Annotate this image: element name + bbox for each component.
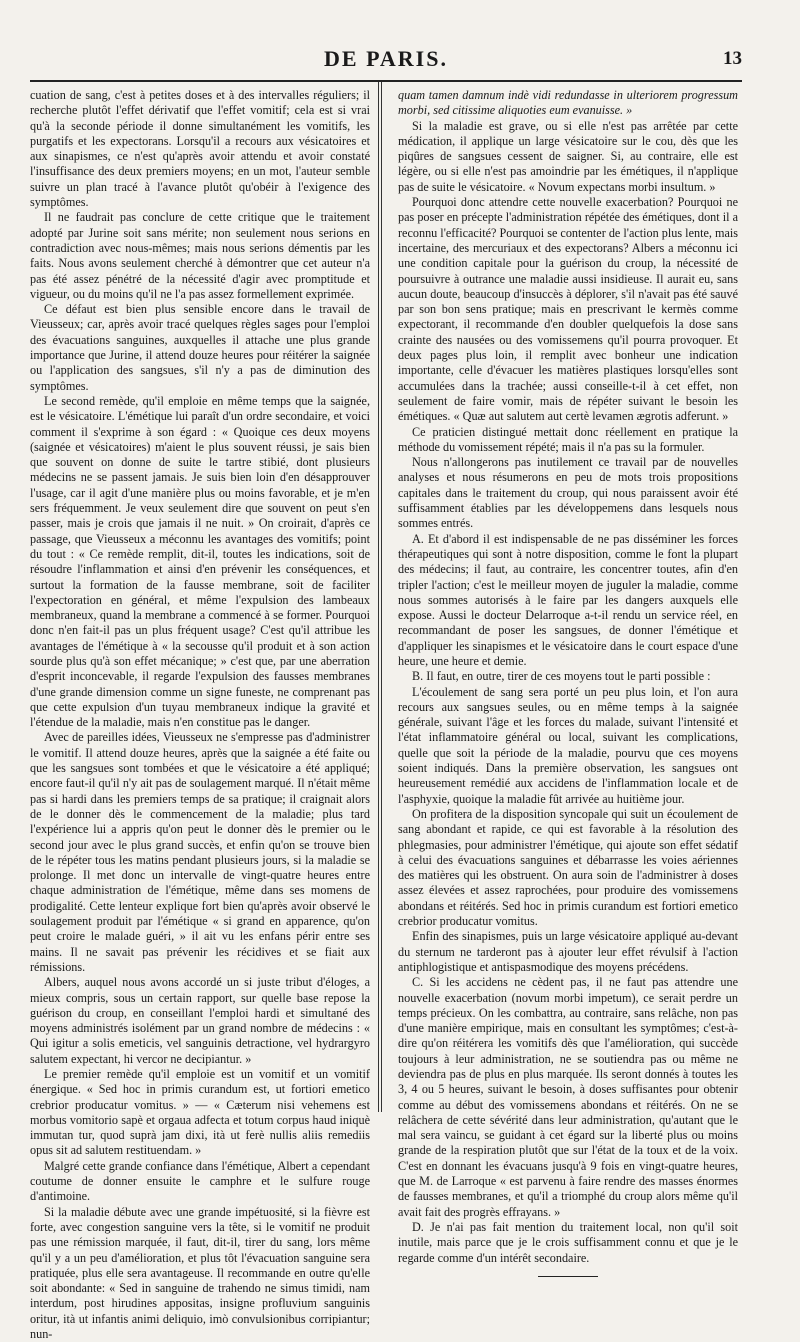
paragraph: Avec de pareilles idées, Vieusseux ne s'empresse pas d'administrer le vomitif. Il attend douze heures, après que la saignée a été faite ou que les sangsues sont tombées et que le vésicatoire a été appliqué; encore faut-il qu'il n'y ait pas de soulagement marqué. Il n'était même pas si hardi dans les premiers temps de sa pratique; il craignait alors de le donner dès le commencement de la maladie; plus tard l'expérience lui a appris qu'on peut le donner dès le premier ou le second jour avec le plus grand succès, et enfin qu'on se trouve bien de le répéter tous les matins pendant plusieurs jours, si la maladie se prolonge. Il met donc un intervalle de vingt-quatre heures entre chaque administration de l'émétique, même dans ses momens de prodigalité. Cette lenteur explique fort bien qu'après avoir observé le soulagement produit par l'émétique « si grand en apparence, qu'on peut croire le malade guéri, » il ait vu les enfans périr entre ses mains. Il ne savait pas prévenir les récidives et se fiait aux rémissions.: [30, 730, 370, 974]
paragraph: cuation de sang, c'est à petites doses et à des intervalles réguliers; il recherche plutôt l'effet dérivatif que l'effet vomitif; cela est si vrai qu'à la seconde période il donne simultanément les vomitifs, les purgatifs et les expectorans. Lorsqu'il a recours aux vésicatoires et aux sinapismes, ce n'est qu'après avoir attendu et avoir constaté l'insuffisance des deux premiers moyens; en un mot, l'auteur semble suivre un plan tracé à l'avance plutôt qu'obéir à l'exigence des symptômes.: [30, 88, 370, 210]
page-header: [30, 46, 742, 76]
paragraph: Le premier remède qu'il emploie est un vomitif et un vomitif énergique. « Sed hoc in primis curandum est, ut fortiori emetico crebrior producatur vomitus. » — « Cæterum nisi vehemens est morbus vomitorio sapè et orgaua adfecta et totum corpus haud iniquè immutan tur, quod suprà jam dixi, ità ut ferè nullis aliis remediis opus sit ad salutem restituendam. »: [30, 1067, 370, 1158]
right-column: [398, 88, 738, 1265]
header-rule: [30, 80, 742, 82]
paragraph: D. Je n'ai pas fait mention du traitement local, non qu'il soit inutile, mais parce que je le crois suffisamment connu et que je le regarde comme d'un intérêt secondaire.: [398, 1219, 738, 1265]
paragraph: C. Si les accidens ne cèdent pas, il ne faut pas attendre une nouvelle exacerbation (novum morbi impetum), ce serait perdre un temps précieux. On les combattra, au contraire, sans relâche, non pas d'une manière empirique, mais en consultant les symptômes; c'est-à-dire qu'on réitérera les vomitifs dès que l'amélioration, qui succède toujours à leur administration, ne se soutiendra pas ou même ne deviendra pas de plus en plus marquée. Ils seront donnés à toutes les 3, 4 ou 5 heures, suivant le besoin, à doses suffisantes pour obtenir comme au début des vomissemens abondans et réitérés. On ne se relâchera de cette sévérité dans leur administration, qu'autant que le mal sera vaincu, se guidant à cet égard sur la liberté plus ou moins grande de la respiration plutôt que sur l'état de la toux et de la voix. C'est en donnant les évacuans jusqu'à 9 fois en vingt-quatre heures, que M. de Larroque « est parvenu à faire rendre des masses énormes de fausses membranes, et qu'il a triomphé du croup alors même qu'il avait fait des progrès effrayans. »: [398, 975, 738, 1219]
paragraph: On profitera de la disposition syncopale qui suit un écoulement de sang abondant et rapide, ce qui est favorable à la résolution des phlegmasies, pour administrer l'émétique, qui ajoute son effet sédatif à celui des évacuations sanguines et débarrasse les voies aériennes des matières qui les obstruent. On aura soin de l'administrer à doses assez élevées et assez raprochées, pour produire des vomissemens abondans et réitérés. Sed hoc in primis curandum est fortiori emetico crebrior producatur vomitus.: [398, 806, 738, 929]
paragraph: Pourquoi donc attendre cette nouvelle exacerbation? Pourquoi ne pas poser en précepte l'administration répétée des émétiques, dont il a reconnu l'efficacité? Pourquoi se contenter de l'action plus lente, mais incertaine, des mercuriaux et des expectorans? Albers a méconnu ici une condition capitale pour la guérison du croup, la nécessité de poursuivre à outrance une maladie aussi insidieuse. Il aurait eu, sans aucun doute, beaucoup d'insuccès à déplorer, s'il n'avait pas été sauvé par son bon sens pratique; mais en prescrivant le kermès comme expectorant, il recommande d'en doubler quelquefois la dose sans crainte des nausées ou des vomissemens qu'il pourra provoquer. Et deux pages plus loin, il remplit avec bonheur une indication importante, celle d'évacuer les matières plastiques lorsqu'elles sont accumulées dans la trachée; aussi conseille-t-il à cet effet, non seulement de faire vomir, mais de répéter suivant le besoin les émétiques. « Quæ aut salutem aut certè levamen ægrotis adferunt. »: [398, 195, 738, 424]
paragraph: Le second remède, qu'il emploie en même temps que la saignée, est le vésicatoire. L'émétique lui paraît d'un ordre secondaire, et voici comment il s'exprime à son égard : « Quoique ces deux moyens (saignée et vésicatoires) m'aient le plus souvent réussi, je sais bien que souvent on donne de suite le tartre stibié, dont plusieurs médecins ne se passent jamais. Je suis bien loin d'en désapprouver l'usage, car il agit d'une manière plus ou moins favorable, et je m'en sers fréquemment. Je veux seulement dire que souvent on peut s'en passer, mais je crois que jamais il ne nuit. » On croirait, d'après ce passage, que Vieusseux a méconnu les avantages des vomitifs; point du tout : « Ce remède remplit, dit-il, toutes les indications, soit de résoudre l'inflammation et ainsi d'en prévenir les conséquences, et surtout la formation de la fausse membrane, soit de faciliter l'expectoration en général, et même l'expulsion des lambeaux membraneux, quand la membrane a commencé à se former. Pourquoi donc n'en fait-il pas un plus fréquent usage? C'est qu'il attribue les avantages de l'émétique à « la secousse qu'il produit et à son action sourde plus qu'à son effet mécanique; » c'est que, par une aberration d'esprit inconcevable, il regarde l'expulsion des fausses membranes d'une grande dimension comme un signe funeste, ne comprenant pas que cette expulsion d'un tuyau membraneux indique la gravité et l'étendue de la maladie, mais n'en constitue pas le danger.: [30, 393, 370, 730]
paragraph: Si la maladie débute avec une grande impétuosité, si la fièvre est forte, avec congestion sanguine vers la tête, si le vomitif ne produit pas une rémission marquée, il faut, dit-il, tirer du sang, lors même qu'il y a un peu d'amélioration, et plus tôt l'évacuation sanguine sera pratiquée, plus elle sera avantageuse. Il recommande en outre qu'elle soit abondante: « Sed in sanguine de trahendo ne simus timidi, nam interdum, post hirudines appositas, insigne profluvium sanguinis oritur, ità ut infantis animi deliquio, imò convulsionibus corripiantur; nun-: [30, 1204, 370, 1342]
end-rule: [538, 1276, 598, 1277]
paragraph: A. Et d'abord il est indispensable de ne pas disséminer les forces thérapeutiques qui sont à notre disposition, comme le font la plupart des médecins; il faut, au contraire, les concentrer toutes, afin d'en tripler l'action; c'est le meilleur moyen de juguler la maladie, comme nous sommes autorisés à le faire par les dangers auxquels elle expose. Aussi le docteur Delarroque a-t-il rendu un service réel, en recommandant de poser les sangsues, de donner l'émétique et d'appliquer les sinapismes et le vésicatoire dans le court espace d'une heure, une heure et demie.: [398, 531, 738, 668]
page-number: 13: [723, 48, 742, 69]
paragraph: L'écoulement de sang sera porté un peu plus loin, et l'on aura recours aux sangsues seules, ou en même temps à la saignée générale, suivant l'âge et les forces du malade, suivant l'intensité et l'état inflammatoire général ou local, suivant les complications, quelle que soit la période de la maladie, pourvu que ces moyens soient indiqués. Dans la première observation, les sangsues ont heureusement remédié aux accidens de l'inflammation locale et de l'asphyxie, quoique la maladie fût arrivée au huitième jour.: [398, 684, 738, 806]
paragraph: Il ne faudrait pas conclure de cette critique que le traitement adopté par Jurine soit sans mérite; non seulement nous serions en contradiction avec nous-mêmes; mais nous serions démentis par les faits. Nous avons seulement cherché à démontrer que cet auteur n'a pas été assez pénétré de la nécessité d'agir avec promptitude et vigueur, ou du moins qu'il ne l'a pas assez formellement exprimée.: [30, 210, 370, 301]
column-divider: [378, 82, 382, 1112]
running-title: DE PARIS.: [324, 46, 448, 71]
paragraph: quam tamen damnum indè vidi redundasse in ulteriorem progressum morbi, sed citissime aliquoties eum evanuisse. »: [398, 88, 738, 118]
paragraph: Ce praticien distingué mettait donc réellement en pratique la méthode du vomissement répété; mais il n'a pas su la formuler.: [398, 424, 738, 454]
paragraph: Albers, auquel nous avons accordé un si juste tribut d'éloges, a mieux compris, sous un certain rapport, sur quelle base repose la guérison du croup, en conseillant l'emploi hardi et simultané des moyens administrés isolément par un grand nombre de médecins : « Qui igitur a solis emeticis, vel sanguinis detractione, vel hydrargyro salutem expectant, hi vercor ne decipiantur. »: [30, 975, 370, 1066]
paragraph: B. Il faut, en outre, tirer de ces moyens tout le parti possible :: [412, 669, 711, 684]
paragraph: Ce défaut est bien plus sensible encore dans le travail de Vieusseux; car, après avoir tracé quelques règles sages pour l'emploi des évacuations sanguines, auxquelles il attache une plus grande importance que Jurine, il attend douze heures pour réitérer la saignée ou l'application des sangsues, s'il n'y a pas de diminution des symptômes.: [30, 302, 370, 393]
paragraph: Malgré cette grande confiance dans l'émétique, Albert a cependant coutume de donner ensuite le camphre et le sulfure rouge d'antimoine.: [30, 1158, 370, 1204]
paragraph: Nous n'allongerons pas inutilement ce travail par de nouvelles analyses et nous résumerons en peu de mots trois propositions capitales dans le traitement du croup, qui nous paraissent avoir été suffisamment établies par les développemens dans lesquels nous sommes entrés.: [398, 455, 738, 531]
left-column: [30, 88, 370, 1342]
paragraph: Enfin des sinapismes, puis un large vésicatoire appliqué au-devant du sternum ne tarderont pas à ajouter leur effet révulsif à l'action antiphlogistique et antispasmodique des moyens précédens.: [398, 929, 738, 974]
paragraph: Si la maladie est grave, ou si elle n'est pas arrêtée par cette médication, il applique un large vésicatoire sur le cou, dès que les piqûres de sangsues cessent de saigner. Si, au contraire, elle est légère, ou si elle n'est pas amoindrie par les émétiques, il n'applique pas de suite le vésicatoire. « Novum expectans morbi insultum. »: [398, 118, 738, 194]
